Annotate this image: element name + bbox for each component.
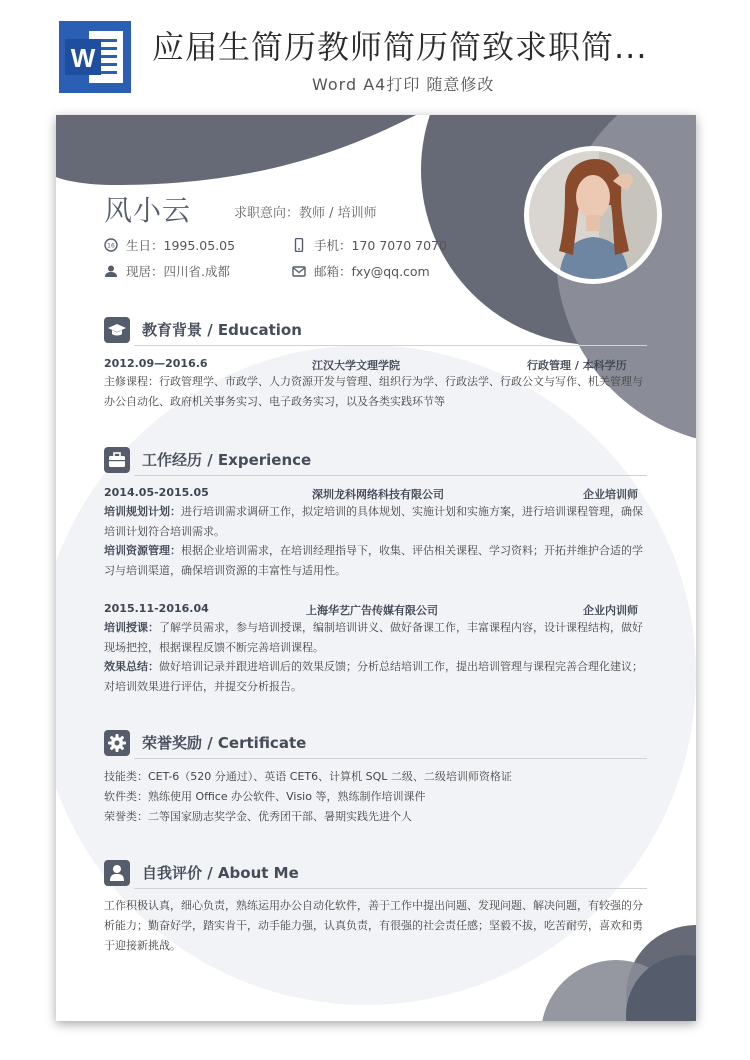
education-major: 行政管理 / 本科学历	[527, 359, 627, 372]
duty-label: 培训资源管理：	[104, 544, 181, 557]
duty-label: 培训规划计划：	[104, 505, 181, 518]
briefcase-icon	[104, 447, 130, 473]
job-company: 上海华艺广告传媒有限公司	[306, 604, 438, 617]
banner	[0, 0, 750, 110]
resume-page	[56, 115, 696, 1021]
section-title: 工作经历 / Experience	[142, 451, 312, 469]
duty-text: 了解学员需求，参与培训授课，编制培训讲义、做好备课工作，丰富课程内容，设计课程结构，做好现场把控，根据课程反馈不断完善培训课程。	[104, 621, 643, 654]
duty-label: 效果总结：	[104, 660, 159, 673]
mail-icon	[292, 264, 306, 278]
phone-text: 手机：170 7070 7070	[314, 238, 447, 253]
section-title: 荣誉奖励 / Certificate	[142, 734, 307, 752]
job-intent: 求职意向：教师 / 培训师	[234, 206, 377, 221]
certificate-line: 荣誉类：二等国家励志奖学金、优秀团干部、暑期实践先进个人	[104, 810, 412, 823]
user-icon	[104, 264, 118, 278]
job-role: 企业培训师	[583, 488, 638, 501]
section-education-header	[104, 315, 647, 343]
duty-text: 进行培训需求调研工作，拟定培训的具体规划、实施计划和实施方案，进行培训课程管理，确保培训计划符合培训需求。	[104, 505, 643, 538]
education-school: 江汉大学文理学院	[312, 359, 400, 372]
certificate-line: 技能类：CET-6（520 分通过）、英语 CET6、计算机 SQL 二级、二级培训师资格证	[104, 770, 512, 783]
job-company: 深圳龙科网络科技有限公司	[312, 488, 444, 501]
education-desc: 主修课程：行政管理学、市政学、人力资源开发与管理、组织行为学、行政法学、行政公文与写作、机关管理与办公自动化、政府机关事务实习、电子政务实习，以及各类实践环节等	[104, 375, 643, 408]
birthday-text: 生日：1995.05.05	[126, 238, 236, 253]
duty-label: 培训授课：	[104, 621, 159, 634]
person-icon	[104, 860, 130, 886]
certificate-line: 软件类：熟练使用 Office 办公软件、Visio 等，熟练制作培训课件	[104, 790, 426, 803]
divider	[134, 345, 647, 346]
phone-icon	[292, 238, 306, 252]
duty-text: 根据企业培训需求，在培训经理指导下，收集、评估相关课程、学习资料；开拓并维护合适的学习与培训渠道，确保培训资源的丰富性与适用性。	[104, 544, 643, 577]
section-title: 教育背景 / Education	[142, 321, 302, 339]
phone-info	[292, 236, 447, 254]
about-text: 工作积极认真，细心负责，熟练运用办公自动化软件，善于工作中提出问题、发现问题、解决问题，有较强的分析能力；勤奋好学，踏实肯干，动手能力强，认真负责，有很强的社会责任感；坚毅不拔，吃苦耐劳，喜欢和勇于迎接新挑战。	[104, 899, 643, 952]
svg-text:W: W	[70, 43, 96, 73]
job-period: 2014.05-2015.05	[104, 486, 209, 499]
email-info	[292, 262, 430, 280]
job-role: 企业内训师	[583, 604, 638, 617]
candidate-name: 风小云	[104, 194, 192, 227]
birthday-icon	[104, 238, 118, 252]
duty-text: 做好培训记录并跟进培训后的效果反馈；分析总结培训工作，提出培训管理与课程完善合理化建议；对培训效果进行评估，并提交分析报告。	[104, 660, 643, 693]
birthday-info	[104, 236, 235, 254]
avatar	[529, 151, 657, 279]
section-about-header	[104, 858, 647, 886]
section-title: 自我评价 / About Me	[142, 864, 299, 882]
section-experience-header	[104, 445, 647, 473]
job-period: 2015.11-2016.04	[104, 602, 209, 615]
section-certificate-header	[104, 728, 647, 756]
job-duty	[104, 657, 649, 697]
education-period: 2012.09—2016.6	[104, 357, 208, 370]
job-duty	[104, 618, 649, 658]
banner-title: 应届生简历教师简历简致求职简...	[152, 28, 648, 66]
graduation-cap-icon	[104, 317, 130, 343]
divider	[134, 758, 647, 759]
residence-text: 现居：四川省.成都	[126, 264, 230, 279]
divider	[134, 888, 647, 889]
divider	[134, 475, 647, 476]
email-text: 邮箱：fxy@qq.com	[314, 264, 430, 279]
word-doc-icon	[59, 21, 131, 93]
banner-subtitle: Word A4打印 随意修改	[312, 75, 495, 94]
residence-info	[104, 262, 230, 280]
svg-text:16: 16	[107, 242, 115, 250]
job-duty	[104, 541, 649, 581]
job-duty	[104, 502, 649, 542]
gear-icon	[104, 730, 130, 756]
